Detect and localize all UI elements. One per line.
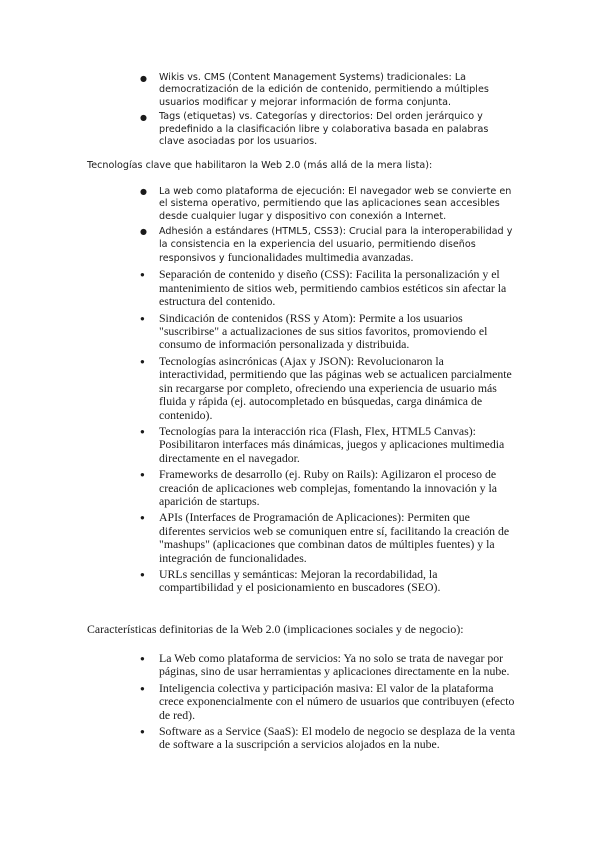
- section-heading-technologies: Tecnologías clave que habilitaron la Web 2.0 (más allá de la mera lista):: [87, 160, 433, 171]
- list-item: ● Wikis vs. CMS (Content Management Systems) tradicionales: La democratización de la edición de contenido, permitiendo a múltiples usuarios modificar y mejorar información de forma conjunta.: [159, 72, 513, 109]
- list-item: ● La Web como plataforma de servicios: Ya no solo se trata de navegar por páginas, sino de usar herramientas y aplicaciones directamente en la nube.: [159, 652, 519, 679]
- list-item-text: Adhesión a estándares (HTML5, CSS3): Crucial para la interoperabilidad y la consistencia en la experiencia del usuario, permitiendo diseños responsivos y: [159, 226, 513, 265]
- list-item: ● Inteligencia colectiva y participación masiva: El valor de la plataforma crece exponencialmente con el número de usuarios que contribuyen (efecto de red).: [159, 682, 519, 722]
- list-item: ● Separación de contenido y diseño (CSS): Facilita la personalización y el mantenimiento de sitios web, permitiendo cambios estéticos sin afectar la estructura del contenido.: [159, 268, 513, 308]
- list-item: ● Sindicación de contenidos (RSS y Atom): Permite a los usuarios "suscribirse" a actualizaciones de sus sitios favoritos, promoviendo el consumo de información personalizada y distribuida.: [159, 312, 513, 352]
- section-heading-characteristics: Características definitorias de la Web 2.0 (implicaciones sociales y de negocio):: [87, 622, 464, 636]
- bullet-list-web-comparisons: [159, 72, 513, 150]
- bullet-list-characteristics: [159, 652, 519, 755]
- list-item: ● APIs (Interfaces de Programación de Aplicaciones): Permiten que diferentes servicios web se comuniquen entre sí, facilitando la creación de "mashups" (aplicaciones que combinan datos de múltiples fuentes) y la integración de funcionalidades.: [159, 511, 513, 565]
- list-item: ● Tecnologías asincrónicas (Ajax y JSON): Revolucionaron la interactividad, permitiendo que las páginas web se actualicen parcialmente sin recargarse por completo, ofreciendo una experiencia de usuario más fluida y rápida (ej. autocompletado en búsquedas, carga dinámica de contenido).: [159, 355, 513, 422]
- list-item: ● URLs sencillas y semánticas: Mejoran la recordabilidad, la compartibilidad y el posicionamiento en buscadores (SEO).: [159, 568, 513, 595]
- list-item: ● Frameworks de desarrollo (ej. Ruby on Rails): Agilizaron el proceso de creación de aplicaciones web complejas, fomentando la innovación y la aparición de startups.: [159, 468, 513, 508]
- list-item: [159, 226, 513, 265]
- list-item: ● La web como plataforma de ejecución: El navegador web se convierte en el sistema operativo, permitiendo que las aplicaciones sean accesibles desde cualquier lugar y dispositivo con conexión a Internet.: [159, 186, 513, 223]
- list-item: ● Tecnologías para la interacción rica (Flash, Flex, HTML5 Canvas): Posibilitaron interfaces más dinámicas, juegos y aplicaciones multimedia directamente en el navegador.: [159, 425, 513, 465]
- list-item: ● Tags (etiquetas) vs. Categorías y directorios: Del orden jerárquico y predefinido a la clasificación libre y colaborativa basada en palabras clave asociadas por los usuarios.: [159, 111, 513, 148]
- list-item-text-tail: funcionalidades multimedia avanzadas.: [227, 250, 414, 265]
- bullet-list-technologies: [159, 186, 513, 598]
- list-item: ● Software as a Service (SaaS): El modelo de negocio se desplaza de la venta de software a la suscripción a servicios alojados en la nube.: [159, 725, 519, 752]
